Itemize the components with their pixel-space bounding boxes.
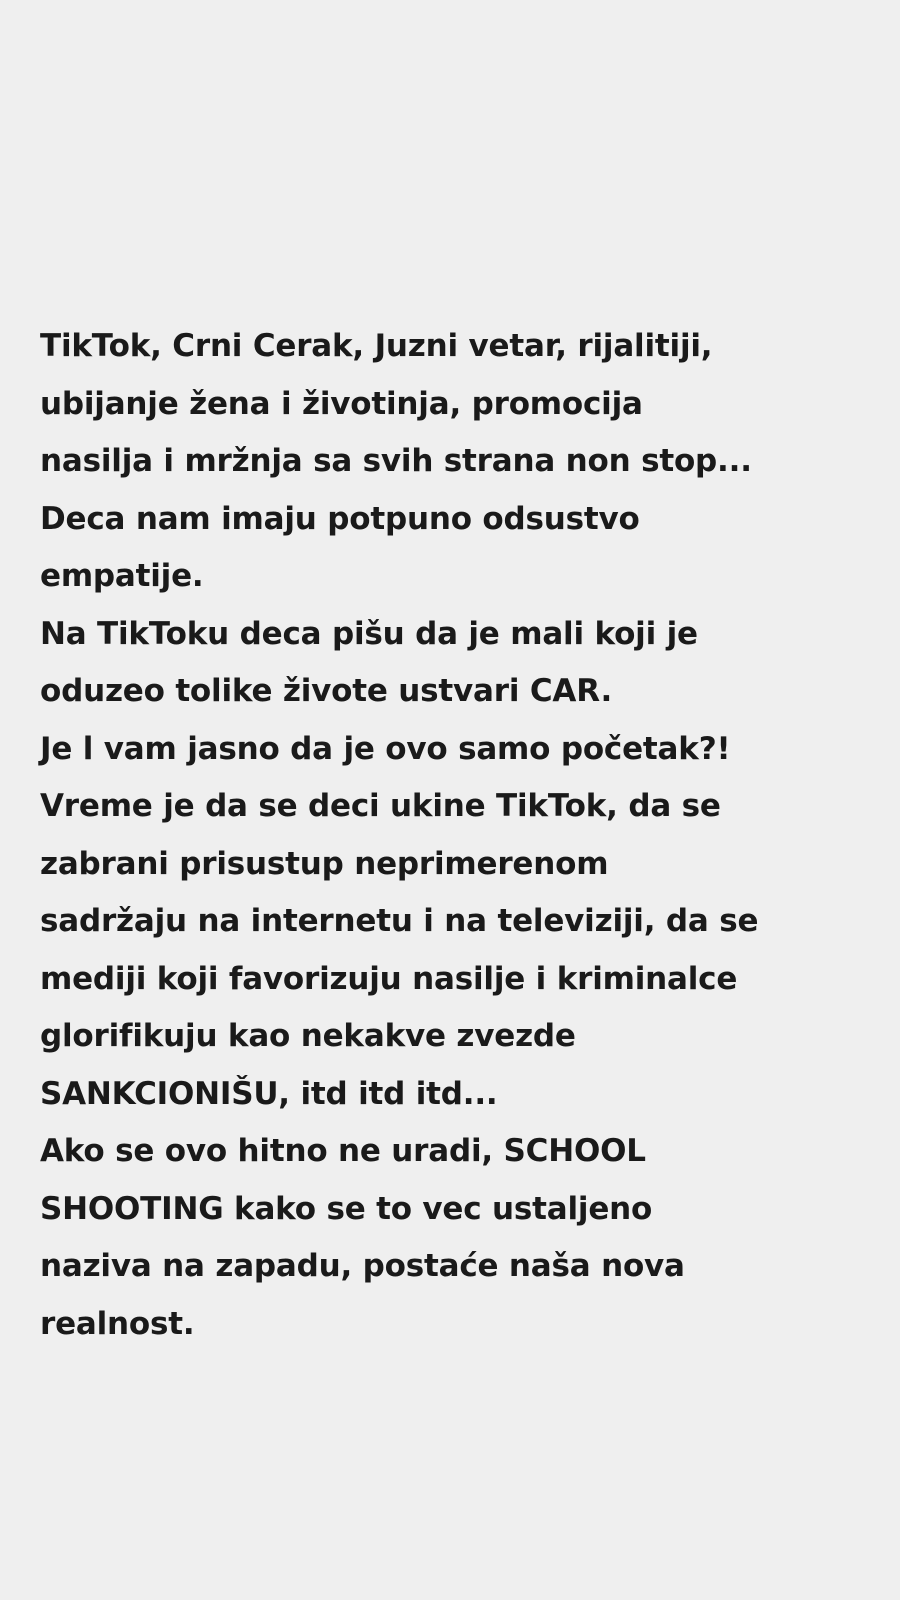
story-line: nasilja i mržnja sa svih strana non stop... <box>40 443 752 479</box>
story-line: SANKCIONIŠU, itd itd itd... <box>40 1075 498 1112</box>
story-line: mediji koji favorizuju nasilje i kriminalce <box>40 960 738 997</box>
story-line: realnost. <box>40 1305 195 1342</box>
story-line: Vreme je da se deci ukine TikTok, da se <box>40 788 721 824</box>
story-line: ubijanje žena i životinja, promocija <box>40 385 643 422</box>
story-line: Ako se ovo hitno ne uradi, SCHOOL <box>40 1133 646 1169</box>
story-line: Je l vam jasno da je ovo samo početak?! <box>40 730 731 767</box>
story-line: zabrani prisustup neprimerenom <box>40 845 609 882</box>
story-text <box>40 318 870 1353</box>
story-line: sadržaju na internetu i na televiziji, da se <box>40 903 759 939</box>
story-line: glorifikuju kao nekakve zvezde <box>40 1018 576 1054</box>
story-line: SHOOTING kako se to vec ustaljeno <box>40 1190 653 1227</box>
story-line: TikTok, Crni Cerak, Juzni vetar, rijalitiji, <box>40 328 713 364</box>
story-line: Na TikToku deca pišu da je mali koji je <box>40 615 698 652</box>
story-line: oduzeo tolike živote ustvari CAR. <box>40 673 613 709</box>
story-line: Deca nam imaju potpuno odsustvo <box>40 500 640 537</box>
story-line: empatije. <box>40 558 204 594</box>
story-line: naziva na zapadu, postaće naša nova <box>40 1248 685 1284</box>
